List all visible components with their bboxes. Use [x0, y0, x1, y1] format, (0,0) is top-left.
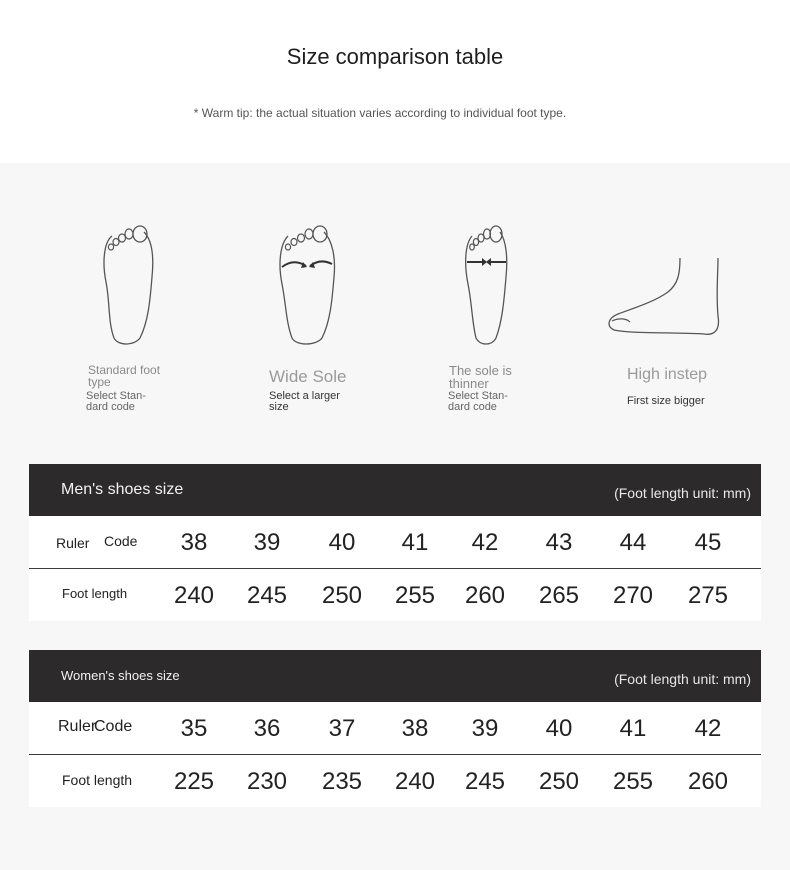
size-code: 42	[471, 529, 499, 556]
size-code: 42	[694, 715, 722, 742]
unit-note: (Foot length unit: mm)	[614, 671, 751, 687]
size-code: 39	[253, 529, 281, 556]
foot-length-value: 275	[687, 582, 729, 609]
size-code: 45	[694, 529, 722, 556]
ruler-label: Ruler	[58, 718, 97, 735]
table-header	[29, 464, 761, 516]
size-code: 39	[471, 715, 499, 742]
standard-foot-icon	[98, 222, 158, 347]
mens-size-table	[29, 464, 761, 621]
size-code: 40	[545, 715, 573, 742]
table-title: Women's shoes size	[61, 668, 180, 683]
code-label: Code	[94, 718, 133, 735]
size-code: 43	[545, 529, 573, 556]
foot-type-title: High instep	[627, 366, 708, 383]
foot-length-value: 260	[464, 582, 506, 609]
foot-length-value: 255	[394, 582, 436, 609]
foot-type-title: The sole is thinner	[449, 363, 512, 391]
foot-length-value: 245	[464, 768, 506, 795]
foot-type-title: Standard foot type	[88, 363, 161, 389]
table-row-lengths	[29, 569, 761, 621]
foot-type-advice: First size bigger	[627, 395, 705, 407]
foot-length-value: 250	[321, 582, 363, 609]
foot-length-value: 230	[246, 768, 288, 795]
header-section	[0, 0, 790, 163]
foot-length-value: 255	[612, 768, 654, 795]
size-code: 38	[401, 715, 429, 742]
warm-tip: * Warm tip: the actual situation varies according to individual foot type.	[193, 106, 567, 120]
foot-type-advice: Select Stan-dard code	[448, 390, 508, 413]
table-title: Men's shoes size	[61, 481, 184, 498]
foot-length-value: 265	[538, 582, 580, 609]
size-code: 44	[619, 529, 647, 556]
page-title: Size comparison table	[286, 44, 504, 69]
size-code: 35	[180, 715, 208, 742]
high-instep-icon	[604, 254, 724, 339]
foot-length-value: 270	[612, 582, 654, 609]
foot-length-label: Foot length	[62, 586, 128, 601]
size-code: 41	[619, 715, 647, 742]
table-row-codes	[29, 516, 761, 569]
size-code: 41	[401, 529, 429, 556]
foot-length-value: 245	[246, 582, 288, 609]
foot-length-value: 250	[538, 768, 580, 795]
foot-length-value: 235	[321, 768, 363, 795]
foot-length-value: 225	[173, 768, 215, 795]
foot-length-value: 240	[173, 582, 215, 609]
foot-length-value: 240	[394, 768, 436, 795]
thin-sole-icon	[462, 222, 512, 347]
foot-type-advice: Select Stan-dard code	[86, 390, 146, 413]
foot-type-advice: Select a larger size	[269, 390, 340, 413]
size-code: 38	[180, 529, 208, 556]
code-label: Code	[104, 533, 138, 549]
size-code: 36	[253, 715, 281, 742]
table-row-lengths	[29, 755, 761, 807]
size-code: 40	[328, 529, 356, 556]
ruler-label: Ruler	[56, 535, 90, 551]
foot-type-title: Wide Sole	[269, 367, 347, 386]
foot-length-value: 260	[687, 768, 729, 795]
size-code: 37	[328, 715, 356, 742]
foot-length-label: Foot length	[62, 772, 133, 788]
womens-size-table	[29, 650, 761, 807]
table-row-codes	[29, 702, 761, 755]
wide-sole-icon	[276, 222, 338, 347]
unit-note: (Foot length unit: mm)	[614, 485, 751, 501]
table-header	[29, 650, 761, 702]
